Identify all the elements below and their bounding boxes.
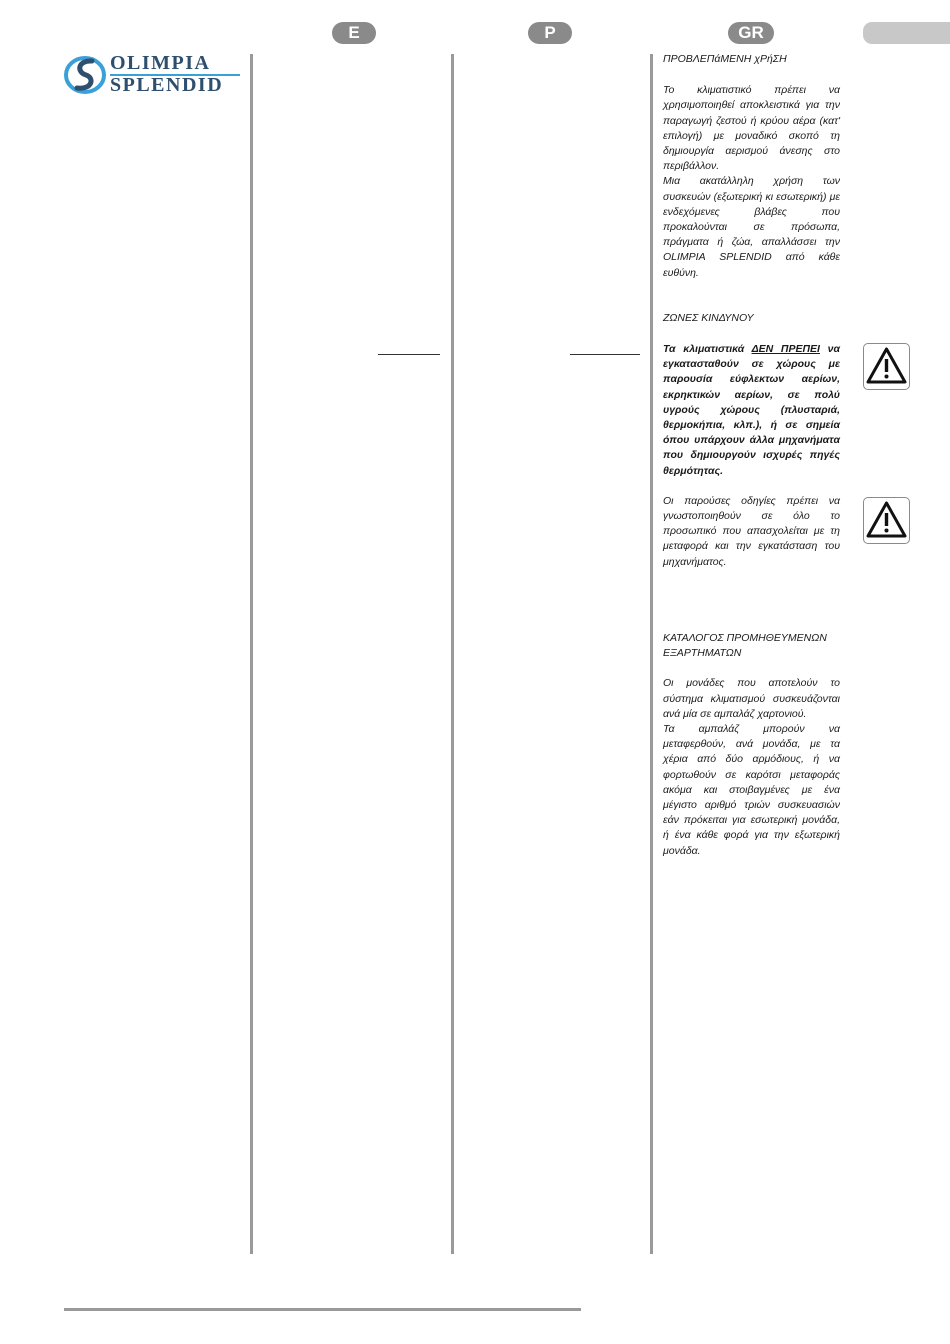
accessories-section — [663, 631, 840, 859]
intended-use-paragraph-2: Μια ακατάλληλη χρήση των συσκευών (εξωτερική κι εσωτερική) με ενδεχόμενες βλάβες που προκαλούνται σε πρόσωπα, πράγματα ή ζώα, απαλλάσσει την OLIMPIA SPLENDID από κάθε ευθύνη. — [663, 175, 840, 279]
short-rule-e — [378, 354, 440, 355]
greek-column — [663, 52, 840, 859]
intended-use-section — [663, 52, 840, 281]
warning-triangle-icon — [863, 497, 910, 544]
column-divider-2 — [451, 54, 454, 1254]
column-divider-3 — [650, 54, 653, 1254]
logo-line-2: SPLENDID — [110, 74, 224, 96]
warning-text-post: να εγκατασταθούν σε χώρους με παρουσία εύφλεκτων αερίων, εκρηκτικών αερίων, σε πολύ υγρούς χώρους (πλυσταριά, θερμοκήπια, κλπ.), ή σε σημεία όπου υπάρχουν άλλα μηχανήματα που δημιουργούν ισχυρές πηγές θερμότητας. — [663, 343, 840, 477]
column-divider-1 — [250, 54, 253, 1254]
short-rule-p — [570, 354, 640, 355]
intended-use-paragraph-1: Το κλιματιστικό πρέπει να χρησιμοποιηθεί αποκλειστικά για την παραγωγή ζεστού ή κρύου αέρα (κατ' επιλογή) με μοναδικό σκοπό τη δημιουργία αερισμού άνεσης στο περιβάλλον. — [663, 84, 840, 173]
danger-zones-section — [663, 311, 840, 570]
warning-text-underlined: ΔΕΝ ΠΡΕΠΕΙ — [751, 343, 820, 356]
accessories-paragraph-1: Οι μονάδες που αποτελούν το σύστημα κλιματισμού συσκευάζονται ανά μία σε αμπαλάζ χαρτονιού. — [663, 677, 840, 720]
accessories-paragraph-2: Τα αμπαλάζ μπορούν να μεταφερθούν, ανά μονάδα, με τα χέρια από δύο αρμόδιους, ή να φορτωθούν σε καρότσι μεταφοράς ακόμα και στοιβαγμένες με ένα μέγιστο αριθμό τριών συσκευασιών εάν πρόκειται για εσωτερική μονάδα, ή ένα κάθε φορά για την εξωτερική μονάδα. — [663, 722, 840, 857]
accessories-title: ΚΑΤΑΛΟΓΟΣ ΠΡΟΜΗΘΕΥΜΕΝΩΝ ΕΞΑΡΤΗΜΑΤΩΝ — [663, 631, 827, 660]
logo-swirl-icon — [62, 52, 108, 98]
side-tab-marker — [863, 22, 950, 44]
footer-rule — [64, 1308, 581, 1311]
tab-p[interactable]: P — [528, 22, 572, 44]
danger-zones-title: ΖΩΝΕΣ ΚΙΝΔΥΝΟΥ — [663, 311, 754, 324]
tab-e[interactable]: E — [332, 22, 376, 44]
danger-zones-paragraph-2: Οι παρούσες οδηγίες πρέπει να γνωστοποιηθούν σε όλο το προσωπικό που απασχολείται με τη μεταφορά και την εγκατάσταση του μηχανήματος. — [663, 494, 840, 568]
olimpia-splendid-logo — [62, 52, 244, 98]
warning-triangle-icon — [863, 343, 910, 390]
logo-line-1: OLIMPIA — [110, 52, 211, 74]
danger-zones-warning — [663, 342, 840, 479]
tab-gr[interactable]: GR — [728, 22, 774, 44]
intended-use-title: ΠΡΟΒΛΕΠάΜΕΝΗ χΡήΣΗ — [663, 53, 787, 65]
warning-text-pre: Τα κλιματιστικά — [663, 343, 752, 356]
